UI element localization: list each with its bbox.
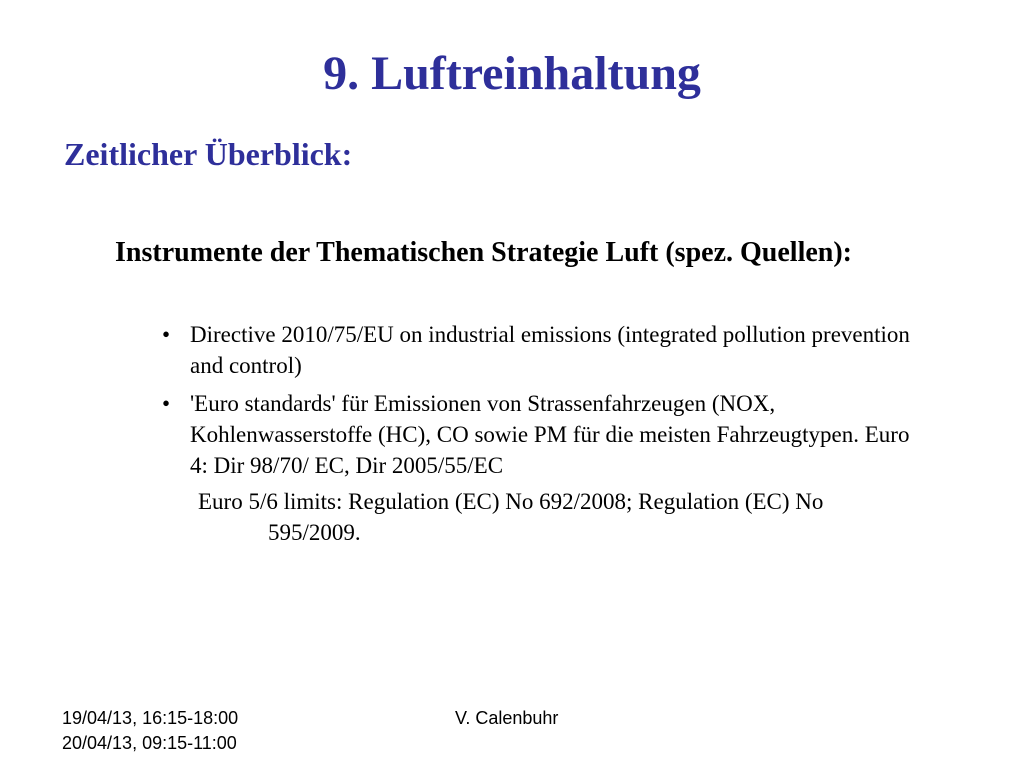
section-heading: Instrumente der Thematischen Strategie Luft (spez. Quellen): (115, 237, 852, 268)
bullet-text: 'Euro standards' für Emissionen von Strassenfahrzeugen (NOX, Kohlenwasserstoffe (HC), CO sowie PM für die meisten Fahrzeugtypen. Euro 4: Dir 98/70/ EC, Dir 2005/55/EC (190, 391, 910, 478)
bullet-text: Directive 2010/75/EU on industrial emissions (integrated pollution prevention and control) (190, 322, 910, 378)
list-item (162, 388, 922, 481)
footer-date-line-1: 19/04/13, 16:15-18:00 (62, 708, 239, 728)
slide-title: 9. Luftreinhaltung (323, 47, 701, 100)
continuation-line-1: Euro 5/6 limits: Regulation (EC) No 692/2008; Regulation (EC) No (198, 489, 824, 514)
slide-subtitle: Zeitlicher Überblick: (64, 136, 353, 172)
footer-date (62, 706, 238, 756)
list-item (162, 319, 922, 381)
bullet-icon: • (162, 391, 171, 416)
footer-author: V. Calenbuhr (455, 708, 559, 728)
bullet-list (162, 319, 922, 488)
bullet-continuation (198, 486, 918, 548)
footer-date-line-2: 20/04/13, 09:15-11:00 (62, 733, 237, 753)
bullet-icon: • (162, 322, 171, 347)
continuation-line-2: 595/2009. (268, 520, 361, 545)
